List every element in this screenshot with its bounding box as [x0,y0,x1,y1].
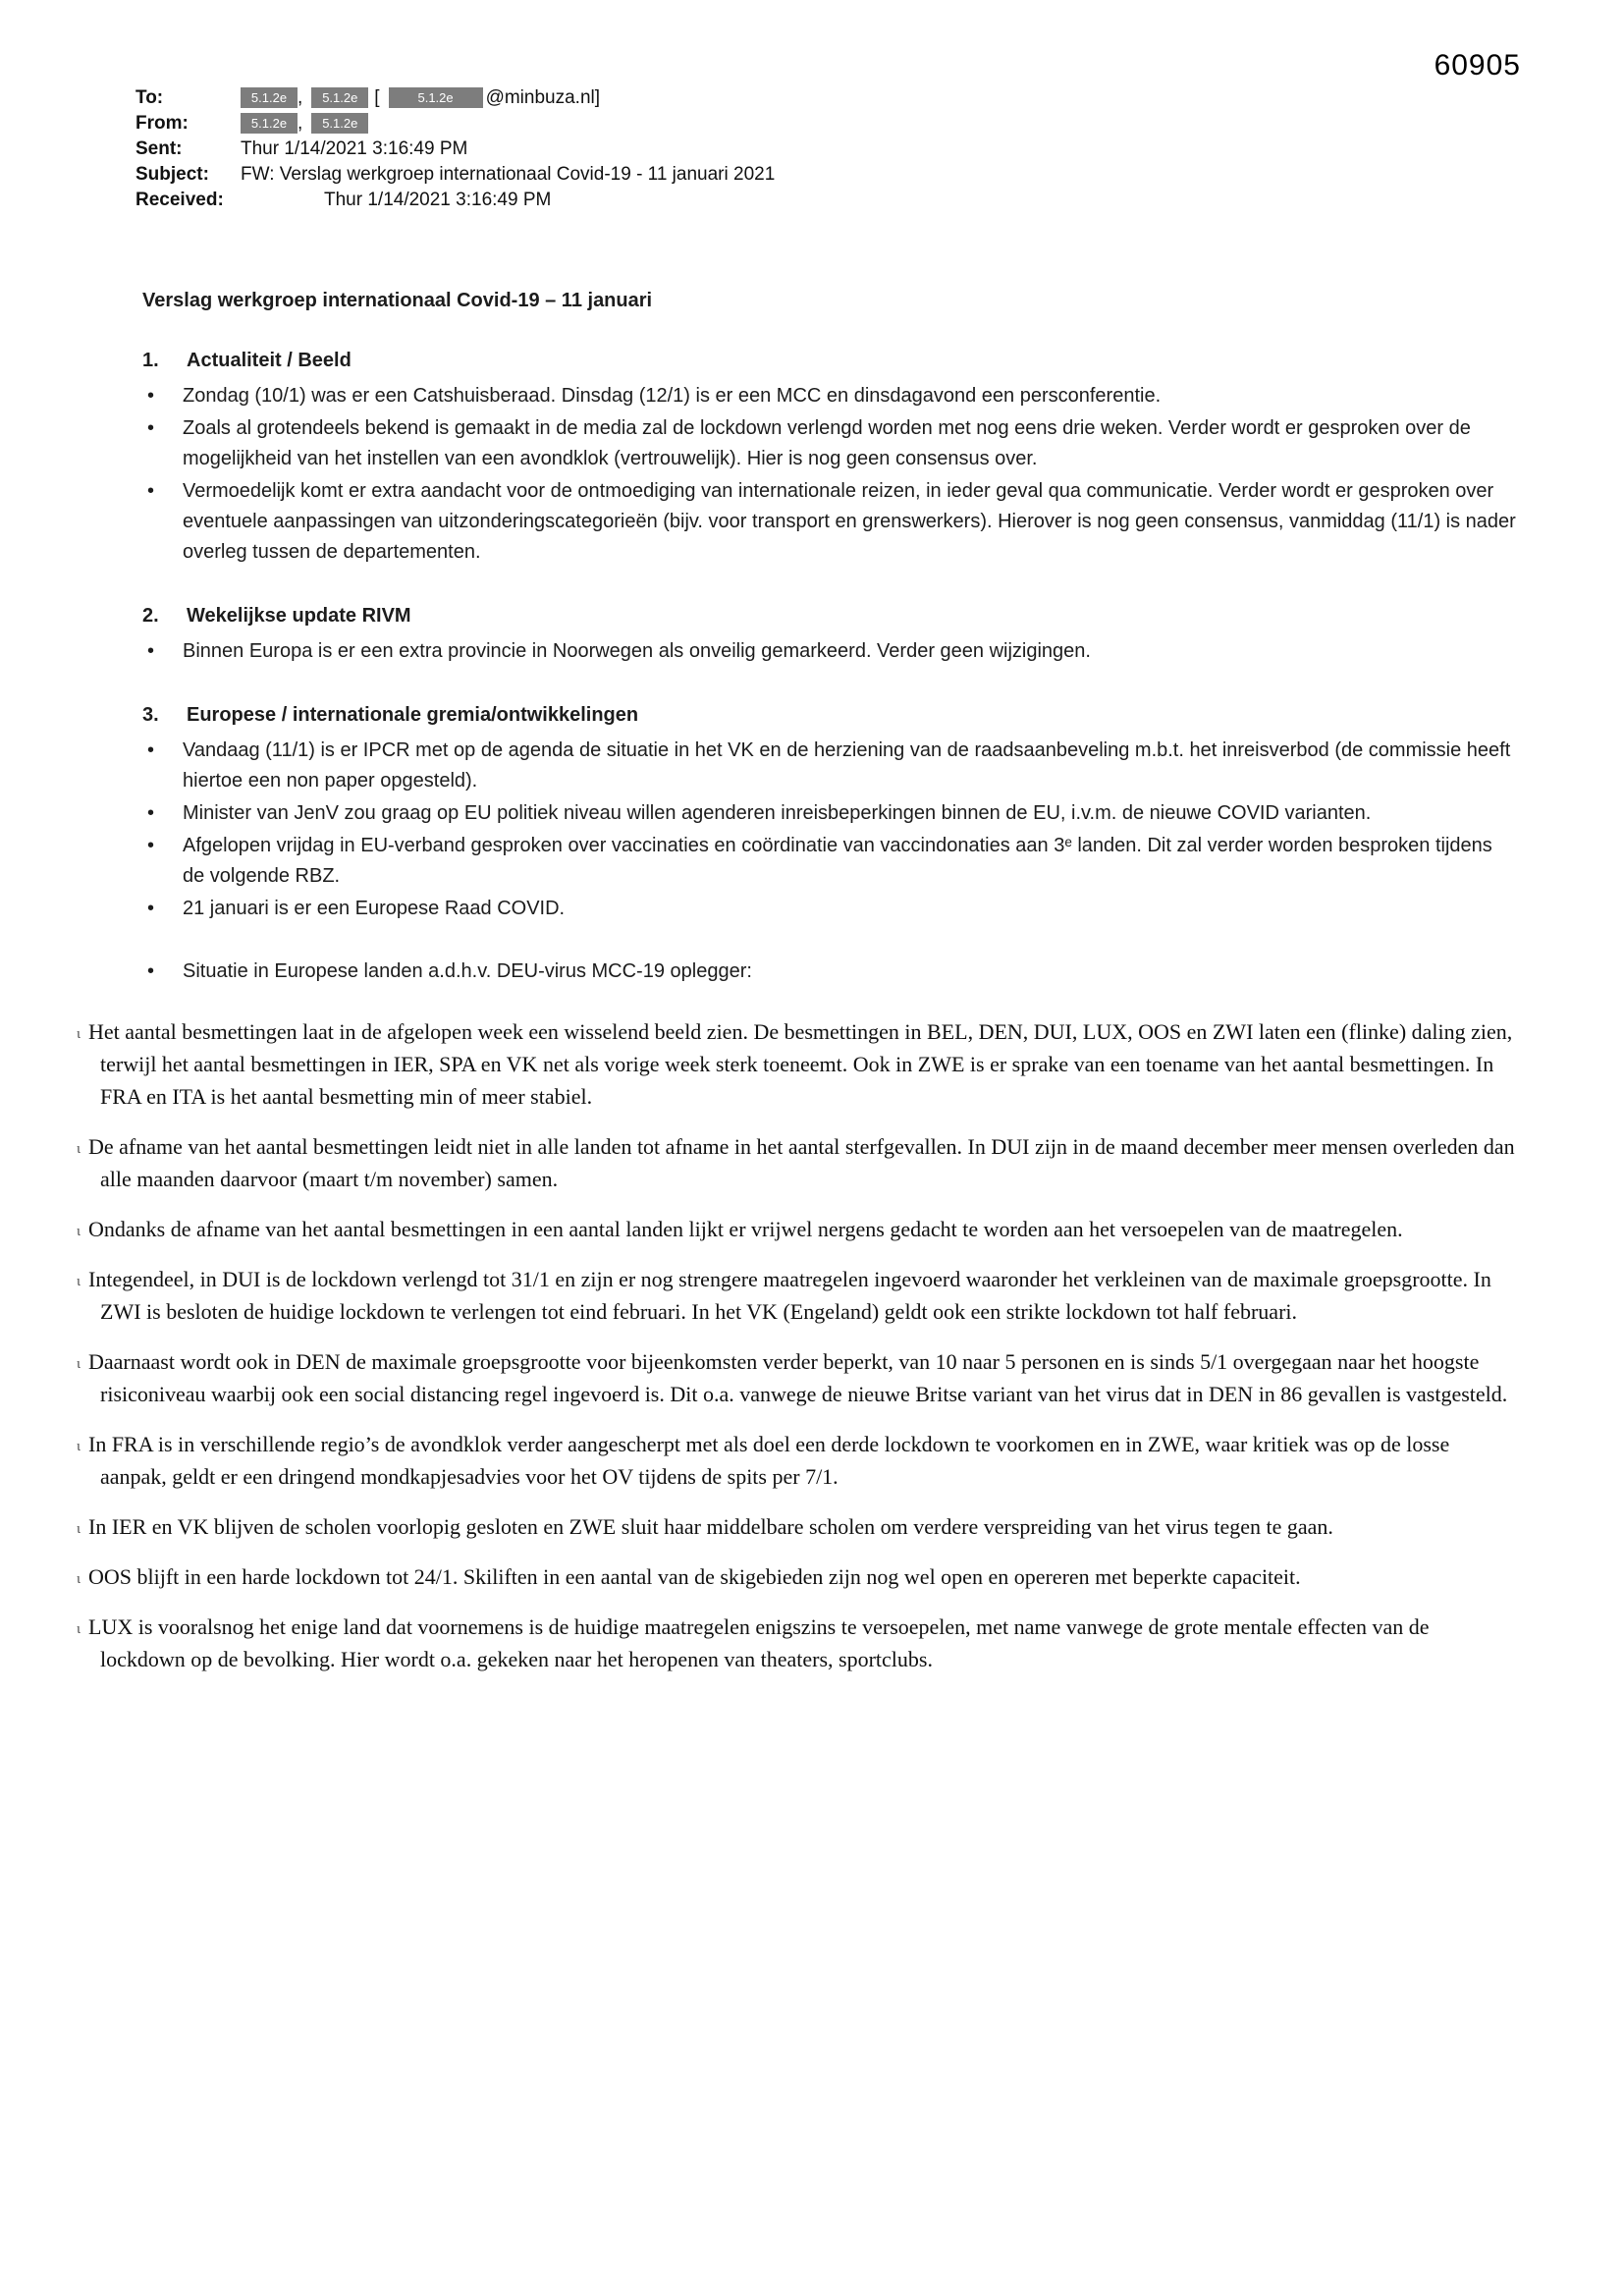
section-heading [142,604,1516,628]
section-rivm-update [142,604,1516,667]
section-number: 3. [142,704,159,726]
to-label: To: [135,87,164,108]
country-update-item: ι Het aantal besmettingen laat in de afgelopen week een wisselend beeld zien. De besmettingen in BEL, DEN, DUI, LUX, OOS en ZWI laten een (flinke) daling zien, terwijl het aantal besmettingen in IER, SPA en VK net als vorige week sterk toeneemt. Ook in ZWE is er sprake van een toename van het aantal besmettingen. In FRA en ITA is het aantal besmetting min of meer stabiel. [77,1015,1516,1113]
bullet-item: • Binnen Europa is er een extra provincie in Noorwegen als onveilig gemarkeerd. Verder geen wijzigingen. [147,636,1516,667]
section-heading-text: Actualiteit / Beeld [187,350,352,371]
email-header-row-subject [135,163,775,187]
section-heading-text: Wekelijkse update RIVM [187,605,411,627]
redaction-box: 5.1.2e [241,87,298,108]
email-header-row-sent [135,137,775,161]
country-update-item: ι De afname van het aantal besmettingen leidt niet in alle landen tot afname in het aantal sterfgevallen. In DUI zijn in de maand december meer mensen overleden dan alle maanden daarvoor (maart t/m november) samen. [77,1130,1516,1195]
situatie-intro-list [142,957,1516,987]
bullet-item: • Afgelopen vrijdag in EU-verband gesproken over vaccinaties en coördinatie van vaccindonaties aan 3ᵉ landen. Dit zal verder worden besproken tijdens de volgende RBZ. [147,831,1516,892]
email-header-row-to [135,86,775,110]
country-update-item: ι OOS blijft in een harde lockdown tot 24/1. Skiliften in een aantal van de skigebieden zijn nog wel open en opereren met beperkte capaciteit. [77,1560,1516,1593]
country-update-item: ι In IER en VK blijven de scholen voorlopig gesloten en ZWE sluit haar middelbare scholen om verdere verspreiding van het virus tegen te gaan. [77,1510,1516,1543]
bullet-item: • Vermoedelijk komt er extra aandacht voor de ontmoediging van internationale reizen, in ieder geval qua communicatie. Verder wordt er gesproken over eventuele aanpassingen van uitzonderingscategorieën (bijv. voor transport en grenswerkers). Hierover is nog geen consensus, vanmiddag (11/1) is nader overleg tussen de departementen. [147,476,1516,568]
situatie-intro-bullet: • Situatie in Europese landen a.d.h.v. DEU-virus MCC-19 oplegger: [147,957,1516,987]
country-update-item: ι LUX is vooralsnog het enige land dat voornemens is de huidige maatregelen enigszins te versoepelen, met name vanwege de grote mentale effecten van de lockdown op de bevolking. Hier wordt o.a. gekeken naar het heropenen van theaters, sportclubs. [77,1611,1516,1675]
from-label: From: [135,113,189,134]
to-value [241,86,600,110]
to-separator: , [298,87,303,108]
sent-label: Sent: [135,138,183,159]
bullet-item: • Vandaag (11/1) is er IPCR met op de agenda de situatie in het VK en de herziening van de raadsaanbeveling m.b.t. het inreisverbod (de commissie heeft hiertoe een non paper opgesteld). [147,736,1516,796]
from-value [241,112,368,136]
redaction-box: 5.1.2e [241,113,298,134]
bullet-list [142,736,1516,924]
redaction-box: 5.1.2e [311,87,368,108]
bullet-list [142,381,1516,568]
bullet-item: • Zoals al grotendeels bekend is gemaakt in de media zal de lockdown verlengd worden met nog eens drie weken. Verder wordt er gesproken over de mogelijkheid van het instellen van een avondklok (vertrouwelijk). Hier is nog geen consensus over. [147,413,1516,474]
to-address-suffix: @minbuza.nl] [485,87,601,108]
redaction-box: 5.1.2e [389,87,483,108]
section-heading [142,349,1516,372]
received-label: Received: [135,190,224,210]
country-update-item: ι Integendeel, in DUI is de lockdown verlengd tot 31/1 en zijn er nog strengere maatregelen ingevoerd waaronder het verkleinen van de maximale groepsgrootte. In ZWI is besloten de huidige lockdown te verlengen tot eind februari. In het VK (Engeland) geldt ook een strikte lockdown tot half februari. [77,1263,1516,1328]
redaction-box: 5.1.2e [311,113,368,134]
country-update-item: ι Daarnaast wordt ook in DEN de maximale groepsgrootte voor bijeenkomsten verder beperkt, van 10 naar 5 personen en is sinds 5/1 overgegaan naar het hoogste risiconiveau waarbij ook een social distancing regel ingevoerd is. Dit o.a. vanwege de nieuwe Britse variant van het virus dat in DEN in 86 gevallen is vastgesteld. [77,1345,1516,1410]
sent-value: Thur 1/14/2021 3:16:49 PM [241,138,468,159]
section-number: 2. [142,605,159,627]
country-update-item: ι In FRA is in verschillende regio’s de avondklok verder aangescherpt met als doel een derde lockdown te voorkomen en in ZWE, waar kritiek was op de losse aanpak, geldt er een dringend mondkapjesadvies voor het OV tijdens de spits per 7/1. [77,1428,1516,1493]
from-separator: , [298,113,303,134]
email-header-row-received [135,189,775,212]
report-title: Verslag werkgroep internationaal Covid-19 – 11 januari [142,290,653,311]
email-header [135,86,775,214]
report-body [88,289,1516,1693]
bullet-item: • Zondag (10/1) was er een Catshuisberaad. Dinsdag (12/1) is er een MCC en dinsdagavond een persconferentie. [147,381,1516,411]
section-heading-text: Europese / internationale gremia/ontwikkelingen [187,704,639,726]
section-europese-gremia [142,703,1516,924]
bullet-item: • Minister van JenV zou graag op EU politiek niveau willen agenderen inreisbeperkingen binnen de EU, i.v.m. de nieuwe COVID varianten. [147,798,1516,829]
bullet-item: • 21 januari is er een Europese Raad COVID. [147,894,1516,924]
section-number: 1. [142,350,159,371]
section-heading [142,703,1516,727]
received-value: Thur 1/14/2021 3:16:49 PM [324,190,552,210]
country-update-item: ι Ondanks de afname van het aantal besmettingen in een aantal landen lijkt er vrijwel nergens gedacht te worden aan het versoepelen van de maatregelen. [77,1213,1516,1245]
page-number: 60905 [1434,49,1521,82]
to-bracket-open: [ [374,87,380,108]
subject-value: FW: Verslag werkgroep internationaal Covid-19 - 11 januari 2021 [241,164,776,185]
subject-label: Subject: [135,164,209,185]
country-updates-list [77,1015,1516,1675]
bullet-list [142,636,1516,667]
email-header-row-from [135,112,775,136]
section-actualiteit [142,349,1516,568]
